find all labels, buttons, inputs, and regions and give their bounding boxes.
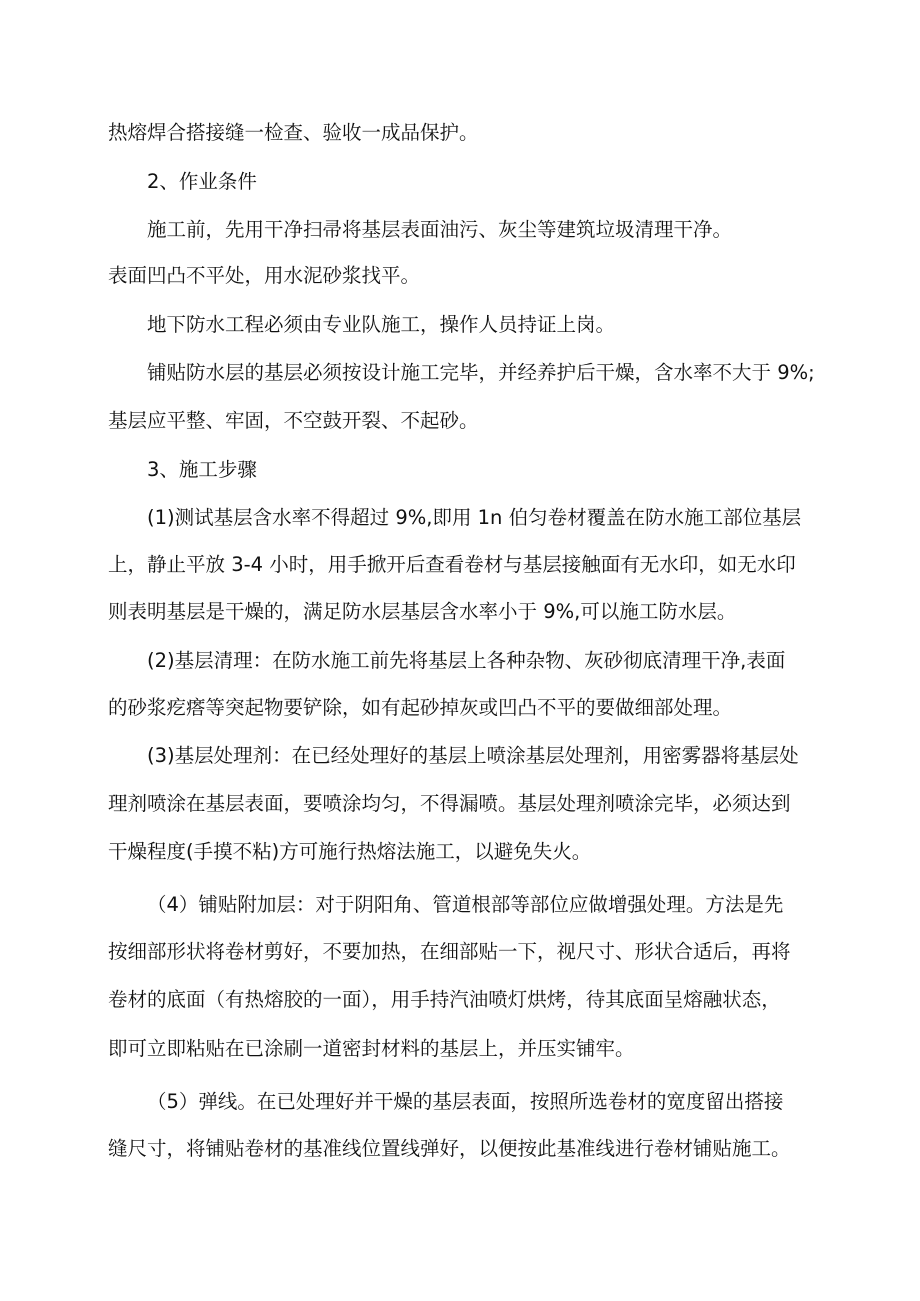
text-line: 热熔焊合搭接缝一检查、验收一成品保护。 [108,121,479,144]
text-line: 的砂浆疙瘩等突起物要铲除，如有起砂掉灰或凹凸不平的要做细部处理。 [108,696,733,719]
text-line: 卷材的底面（有热熔胶的一面），用手持汽油喷灯烘烤，待其底面呈熔融状态， [108,988,781,1011]
text-line: 上，静止平放 3-4 小时，用手掀开后查看卷材与基层接触面有无水印，如无水印 [108,553,796,576]
text-line: 理剂喷涂在基层表面，要喷涂均匀，不得漏喷。基层处理剂喷涂完毕，必须达到 [108,792,791,815]
text-line: 基层应平整、牢固，不空鼓开裂、不起砂。 [108,409,479,432]
text-line: 地下防水工程必须由专业队施工，操作人员持证上岗。 [147,313,616,336]
text-line: 表面凹凸不平处，用水泥砂浆找平。 [108,264,421,287]
text-line: (1)测试基层含水率不得超过 9%,即用 1n 伯匀卷材覆盖在防水施工部位基层 [147,506,802,529]
section-heading: 3、施工步骤 [147,458,257,481]
text-line: 则表明基层是干燥的，满足防水层基层含水率小于 9%,可以施工防水层。 [108,600,737,623]
text-line: 施工前，先用干净扫帚将基层表面油污、灰尘等建筑垃圾清理干净。 [147,218,733,241]
text-line: 缝尺寸，将铺贴卷材的基准线位置线弹好，以便按此基准线进行卷材铺贴施工。 [108,1137,791,1160]
text-line: (3)基层处理剂：在已经处理好的基层上喷涂基层处理剂，用密雾器将基层处 [147,744,799,767]
text-line: 干燥程度(手摸不粘)方可施行热熔法施工，以避免失火。 [108,840,592,863]
text-line: (2)基层清理：在防水施工前先将基层上各种杂物、灰砂彻底清理干净,表面 [147,649,786,672]
section-heading: 2、作业条件 [147,170,257,193]
text-line: （4）铺贴附加层：对于阴阳角、管道根部等部位应做增强处理。方法是先 [147,893,784,916]
text-line: （5）弹线。在已处理好并干燥的基层表面，按照所选卷材的宽度留出搭接 [147,1090,784,1113]
text-line: 铺贴防水层的基层必须按设计施工完毕，并经养护后干燥，含水率不大于 9%; [147,361,815,384]
text-line: 按细部形状将卷材剪好，不要加热，在细部贴一下，视尺寸、形状合适后，再将 [108,940,791,963]
text-line: 即可立即粘贴在已涂刷一道密封材料的基层上，并压实铺牢。 [108,1037,635,1060]
